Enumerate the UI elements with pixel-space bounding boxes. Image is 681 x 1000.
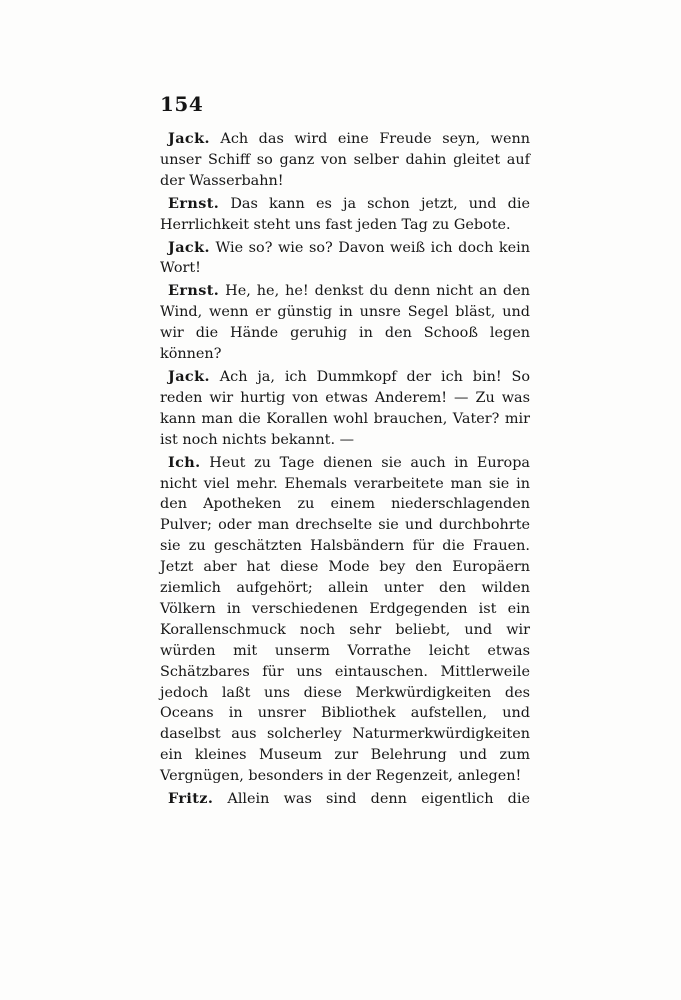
dialogue-paragraph (160, 789, 530, 810)
page-text (160, 129, 530, 812)
dialogue-paragraph (160, 281, 530, 365)
dialogue-paragraph (160, 367, 530, 451)
speaker-name: Ernst. (168, 194, 220, 212)
dialogue-text: Das kann es ja schon jetzt, und die Herrlichkeit steht uns fast jeden Tag zu Gebote. (160, 195, 530, 233)
speaker-name: Ernst. (168, 282, 220, 300)
speaker-name: Jack. (168, 130, 210, 147)
dialogue-text: Ach das wird eine Freude seyn, wenn unser Schiff so ganz von selber dahin gleitet auf der Wasserbahn! (160, 131, 530, 189)
dialogue-text: Allein was sind denn eigentlich die (227, 791, 530, 808)
speaker-name: Fritz. (168, 790, 214, 808)
speaker-name: Jack. (168, 238, 210, 256)
dialogue-text: He, he, he! denkst du denn nicht an den Wind, wenn er günstig in unsre Segel bläst, und wir die Hände geruhig in den Schooß legen können? (160, 283, 530, 363)
dialogue-text: Ach ja, ich Dummkopf der ich bin! So reden wir hurtig von etwas Anderem! — Zu was kann man die Korallen wohl brauchen, Vater? mir ist noch nichts bekannt. — (160, 368, 531, 448)
dialogue-text: Wie so? wie so? Davon weiß ich doch kein Wort! (160, 239, 531, 277)
dialogue-paragraph (160, 453, 530, 788)
speaker-name: Ich. (168, 453, 201, 471)
dialogue-text: Heut zu Tage dienen sie auch in Europa nicht viel mehr. Ehemals verarbeitete man sie in den Apotheken zu einem niederschlagenden Pulver; oder man drechselte sie und durchbohrte sie zu geschätzten Halsbändern für die Frauen. Jetzt aber hat diese Mode bey den Europäern ziemlich aufgehört; allein unter den wilden Völkern in verschiedenen Erdgegenden ist ein Korallenschmuck noch sehr beliebt, und wir würden mit unserm Vorrathe leicht etwas Schätzbares für uns eintauschen. Mittlerweile jedoch laßt uns diese Merkwürdigkeiten des Oceans in unsrer Bibliothek aufstellen, und daselbst aus solcherley Naturmerkwürdigkeiten ein kleines Museum zur Belehrung und zum Vergnügen, besonders in der Regenzeit, anlegen! (160, 454, 530, 785)
page-number: 154 (160, 92, 204, 116)
dialogue-paragraph (160, 129, 530, 192)
speaker-name: Jack. (168, 367, 210, 385)
dialogue-paragraph (160, 238, 530, 280)
dialogue-paragraph (160, 194, 530, 236)
